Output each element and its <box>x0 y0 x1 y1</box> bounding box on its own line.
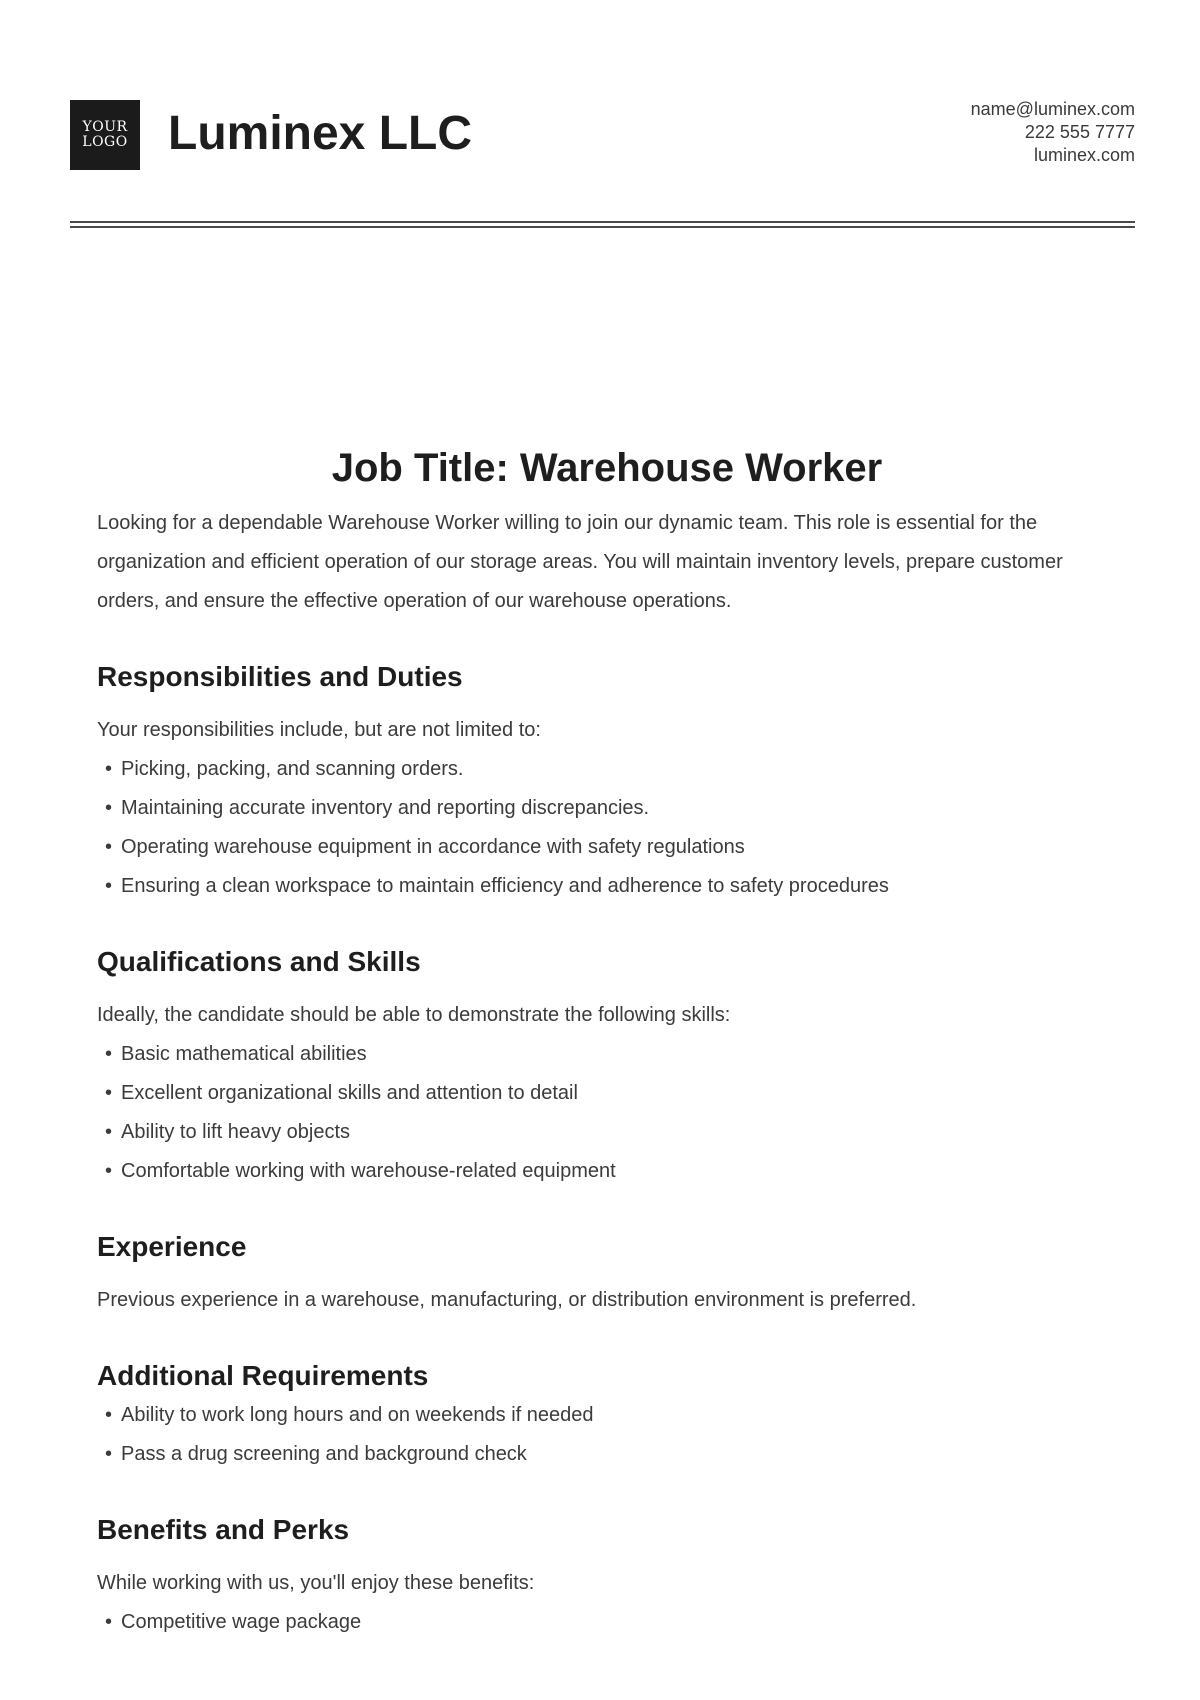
additional-requirements-list <box>97 1396 1117 1474</box>
qualifications-lead: Ideally, the candidate should be able to demonstrate the following skills: <box>97 1004 731 1026</box>
logo-placeholder <box>70 100 140 170</box>
logo-text-line2: LOGO <box>82 134 128 150</box>
letterhead <box>70 100 1135 172</box>
list-item: • Ensuring a clean workspace to maintain efficiency and adherence to safety procedures <box>97 867 1117 906</box>
list-item: • Basic mathematical abilities <box>97 1035 1117 1074</box>
contact-info <box>971 98 1135 167</box>
responsibilities-list <box>97 750 1117 906</box>
list-item: • Ability to lift heavy objects <box>97 1113 1117 1152</box>
responsibilities-heading: Responsibilities and Duties <box>97 661 463 692</box>
header-divider-top <box>70 221 1135 223</box>
experience-heading: Experience <box>97 1231 247 1262</box>
qualifications-list <box>97 1035 1117 1191</box>
contact-website: luminex.com <box>1033 145 1135 165</box>
list-item: • Comfortable working with warehouse-related equipment <box>97 1152 1117 1191</box>
company-name: Luminex LLC <box>168 107 473 160</box>
list-item: • Operating warehouse equipment in accordance with safety regulations <box>97 828 1117 867</box>
job-title: Job Title: Warehouse Worker <box>331 446 883 490</box>
benefits-list <box>97 1603 1117 1642</box>
header-divider-bottom <box>70 226 1135 228</box>
list-item: • Pass a drug screening and background check <box>97 1435 1117 1474</box>
list-item: • Competitive wage package <box>97 1603 1117 1642</box>
additional-requirements-heading: Additional Requirements <box>97 1360 429 1391</box>
contact-phone: 222 555 7777 <box>1024 122 1135 142</box>
contact-email: name@luminex.com <box>970 99 1135 119</box>
experience-text: Previous experience in a warehouse, manufacturing, or distribution environment is preferred. <box>97 1289 917 1311</box>
job-description <box>97 440 1117 1642</box>
list-item: • Maintaining accurate inventory and reporting discrepancies. <box>97 789 1117 828</box>
list-item: • Excellent organizational skills and attention to detail <box>97 1074 1117 1113</box>
benefits-heading: Benefits and Perks <box>97 1514 350 1545</box>
list-item: • Ability to work long hours and on weekends if needed <box>97 1396 1117 1435</box>
logo-text-line1: YOUR <box>82 119 128 135</box>
responsibilities-lead: Your responsibilities include, but are not limited to: <box>97 719 541 741</box>
qualifications-heading: Qualifications and Skills <box>97 946 421 977</box>
list-item: • Picking, packing, and scanning orders. <box>97 750 1117 789</box>
job-intro: Looking for a dependable Warehouse Worker willing to join our dynamic team. This role is essential for the organization and efficient operation of our storage areas. You will maintain inventory levels, prepare customer orders, and ensure the effective operation of our warehouse operations. <box>97 512 1063 612</box>
benefits-lead: While working with us, you'll enjoy these benefits: <box>97 1572 535 1594</box>
